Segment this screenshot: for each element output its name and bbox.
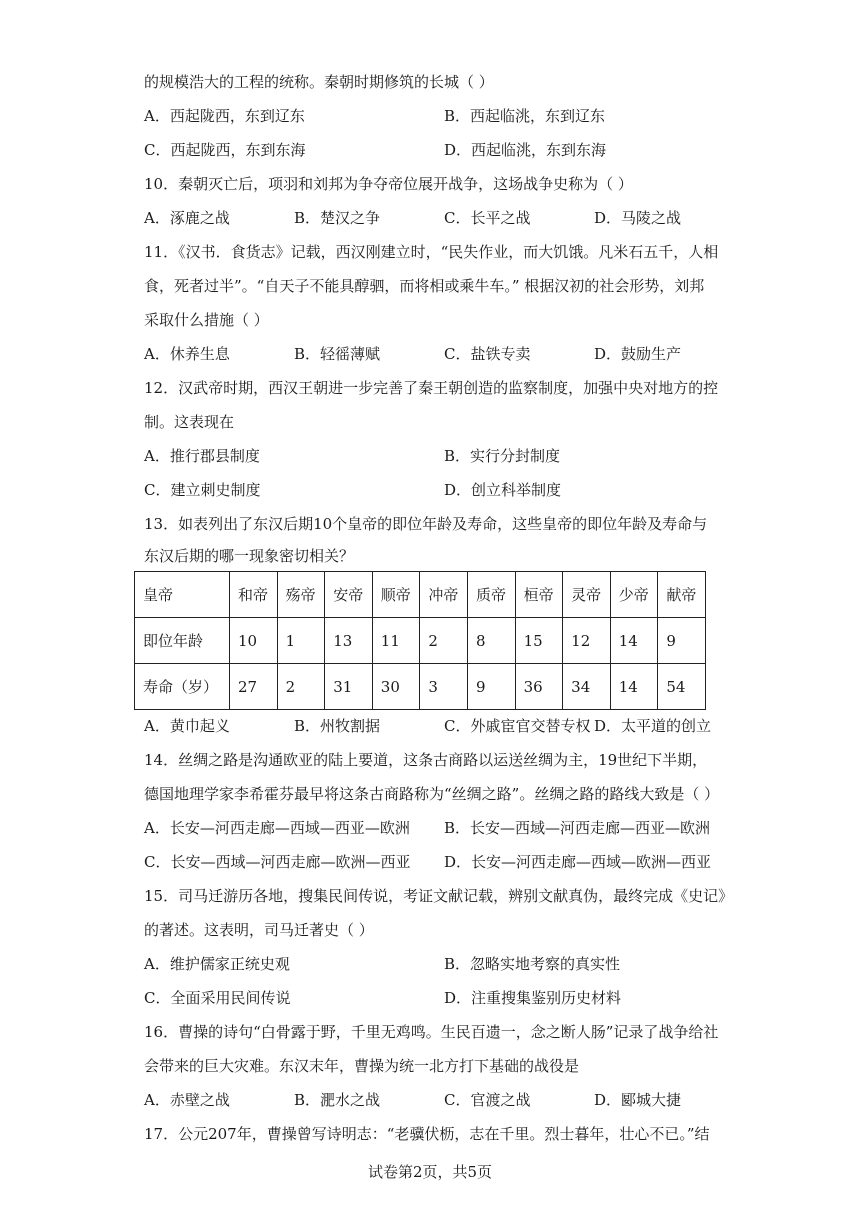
q15-option-d[interactable]: D．注重搜集鉴别历史材料 xyxy=(444,989,622,1007)
table-cell: 27 xyxy=(230,664,278,710)
q11-stem-line-2: 食，死者过半”。“自天子不能具醇驷，而将相或乘牛车。” 根据汉初的社会形势，刘邦 xyxy=(144,277,705,295)
q15-stem-line-1: 15．司马迁游历各地，搜集民间传说，考证文献记载，辨别文献真伪，最终完成《史记》 xyxy=(144,887,734,905)
q13-option-b[interactable]: B．州牧割据 xyxy=(294,717,381,735)
q11-stem-line-3: 采取什么措施（ ） xyxy=(144,311,269,329)
q9-option-a[interactable]: A．西起陇西，东到辽东 xyxy=(144,107,305,125)
q10-option-a[interactable]: A．涿鹿之战 xyxy=(144,209,230,227)
table-cell: 2 xyxy=(420,618,468,664)
table-row-accession-age xyxy=(135,618,706,664)
table-cell: 14 xyxy=(610,618,658,664)
q14-option-b[interactable]: B．长安—西域—河西走廊—西亚—欧洲 xyxy=(444,819,711,837)
q9-option-c[interactable]: C．西起陇西，东到东海 xyxy=(144,141,306,159)
q16-option-c[interactable]: C．官渡之战 xyxy=(444,1091,531,1109)
q10-option-c[interactable]: C．长平之战 xyxy=(444,209,531,227)
table-cell: 10 xyxy=(230,618,278,664)
table-cell: 15 xyxy=(515,618,563,664)
q11-option-c[interactable]: C．盐铁专卖 xyxy=(444,345,531,363)
table-cell: 1 xyxy=(277,618,325,664)
table-cell: 安帝 xyxy=(325,572,373,618)
table-cell: 顺帝 xyxy=(372,572,420,618)
q11-option-d[interactable]: D．鼓励生产 xyxy=(594,345,682,363)
q10-option-d[interactable]: D．马陵之战 xyxy=(594,209,682,227)
table-cell: 30 xyxy=(372,664,420,710)
table-cell: 14 xyxy=(610,664,658,710)
table-cell: 质帝 xyxy=(467,572,515,618)
q13-option-a[interactable]: A．黄巾起义 xyxy=(144,717,230,735)
q9-option-b[interactable]: B．西起临洮，东到辽东 xyxy=(444,107,606,125)
q15-option-c[interactable]: C．全面采用民间传说 xyxy=(144,989,291,1007)
q12-stem-line-1: 12．汉武帝时期，西汉王朝进一步完善了秦王朝创造的监察制度，加强中央对地方的控 xyxy=(144,379,719,397)
q16-option-b[interactable]: B．淝水之战 xyxy=(294,1091,381,1109)
table-cell: 34 xyxy=(563,664,611,710)
table-cell: 少帝 xyxy=(610,572,658,618)
q11-option-b[interactable]: B．轻徭薄赋 xyxy=(294,345,381,363)
q15-option-a[interactable]: A．维护儒家正统史观 xyxy=(144,955,290,973)
q14-option-c[interactable]: C．长安—西域—河西走廊—欧洲—西亚 xyxy=(144,853,411,871)
q11-option-a[interactable]: A．休养生息 xyxy=(144,345,230,363)
q14-stem-line-1: 14．丝绸之路是沟通欧亚的陆上要道，这条古商路以运送丝绸为主，19世纪下半期， xyxy=(144,751,708,769)
emperor-age-table xyxy=(134,571,706,710)
q10-option-b[interactable]: B．楚汉之争 xyxy=(294,209,381,227)
q14-stem-line-2: 德国地理学家李希霍芬最早将这条古商路称为“丝绸之路”。丝绸之路的路线大致是（ ） xyxy=(144,785,720,803)
table-cell: 31 xyxy=(325,664,373,710)
table-cell: 54 xyxy=(658,664,706,710)
q9-option-d[interactable]: D．西起临洮，东到东海 xyxy=(444,141,607,159)
q12-option-b[interactable]: B．实行分封制度 xyxy=(444,447,561,465)
table-row-emperor xyxy=(135,572,706,618)
table-cell: 和帝 xyxy=(230,572,278,618)
q12-option-d[interactable]: D．创立科举制度 xyxy=(444,481,562,499)
page-footer: 试卷第2页，共5页 xyxy=(367,1163,493,1181)
table-cell: 灵帝 xyxy=(563,572,611,618)
table-cell: 3 xyxy=(420,664,468,710)
table-cell: 即位年龄 xyxy=(135,618,230,664)
q17-stem-line-1: 17．公元207年，曹操曾写诗明志：“老骥伏枥，志在千里。烈士暮年，壮心不已。”结 xyxy=(144,1125,710,1143)
q15-stem-line-2: 的著述。这表明，司马迁著史（ ） xyxy=(144,921,374,939)
q12-option-a[interactable]: A．推行郡县制度 xyxy=(144,447,260,465)
q13-option-c[interactable]: C．外戚宦官交替专权 xyxy=(444,717,591,735)
table-cell: 桓帝 xyxy=(515,572,563,618)
q13-stem-line-1: 13．如表列出了东汉后期10个皇帝的即位年龄及寿命，这些皇帝的即位年龄及寿命与 xyxy=(144,515,708,533)
q13-stem-line-2: 东汉后期的哪一现象密切相关？ xyxy=(144,547,355,565)
table-cell: 12 xyxy=(563,618,611,664)
table-cell: 13 xyxy=(325,618,373,664)
table-cell: 8 xyxy=(467,618,515,664)
table-cell: 皇帝 xyxy=(135,572,230,618)
q12-option-c[interactable]: C．建立刺史制度 xyxy=(144,481,261,499)
table-cell: 36 xyxy=(515,664,563,710)
q14-option-a[interactable]: A．长安—河西走廊—西域—西亚—欧洲 xyxy=(144,819,410,837)
q11-stem-line-1: 11．《汉书．食货志》记载，西汉刚建立时，“民失作业，而大饥饿。凡米石五千，人相 xyxy=(144,243,719,261)
table-cell: 献帝 xyxy=(658,572,706,618)
table-cell: 9 xyxy=(658,618,706,664)
q14-option-d[interactable]: D．长安—河西走廊—西域—欧洲—西亚 xyxy=(444,853,712,871)
q13-option-d[interactable]: D．太平道的创立 xyxy=(594,717,712,735)
q15-option-b[interactable]: B．忽略实地考察的真实性 xyxy=(444,955,621,973)
q16-option-a[interactable]: A．赤壁之战 xyxy=(144,1091,230,1109)
table-cell: 2 xyxy=(277,664,325,710)
table-cell: 11 xyxy=(372,618,420,664)
table-row-lifespan xyxy=(135,664,706,710)
table-cell: 寿命（岁） xyxy=(135,664,230,710)
table-cell: 9 xyxy=(467,664,515,710)
q16-option-d[interactable]: D．郾城大捷 xyxy=(594,1091,682,1109)
q9-stem-tail: 的规模浩大的工程的统称。秦朝时期修筑的长城（ ） xyxy=(144,73,494,91)
table-cell: 殇帝 xyxy=(277,572,325,618)
q16-stem-line-2: 会带来的巨大灾难。东汉末年，曹操为统一北方打下基础的战役是 xyxy=(144,1057,580,1075)
table-cell: 冲帝 xyxy=(420,572,468,618)
q12-stem-line-2: 制。这表现在 xyxy=(144,413,235,431)
q10-stem: 10．秦朝灭亡后，项羽和刘邦为争夺帝位展开战争，这场战争史称为（ ） xyxy=(144,175,633,193)
q16-stem-line-1: 16．曹操的诗句“白骨露于野，千里无鸡鸣。生民百遗一，念之断人肠”记录了战争给社 xyxy=(144,1023,719,1041)
